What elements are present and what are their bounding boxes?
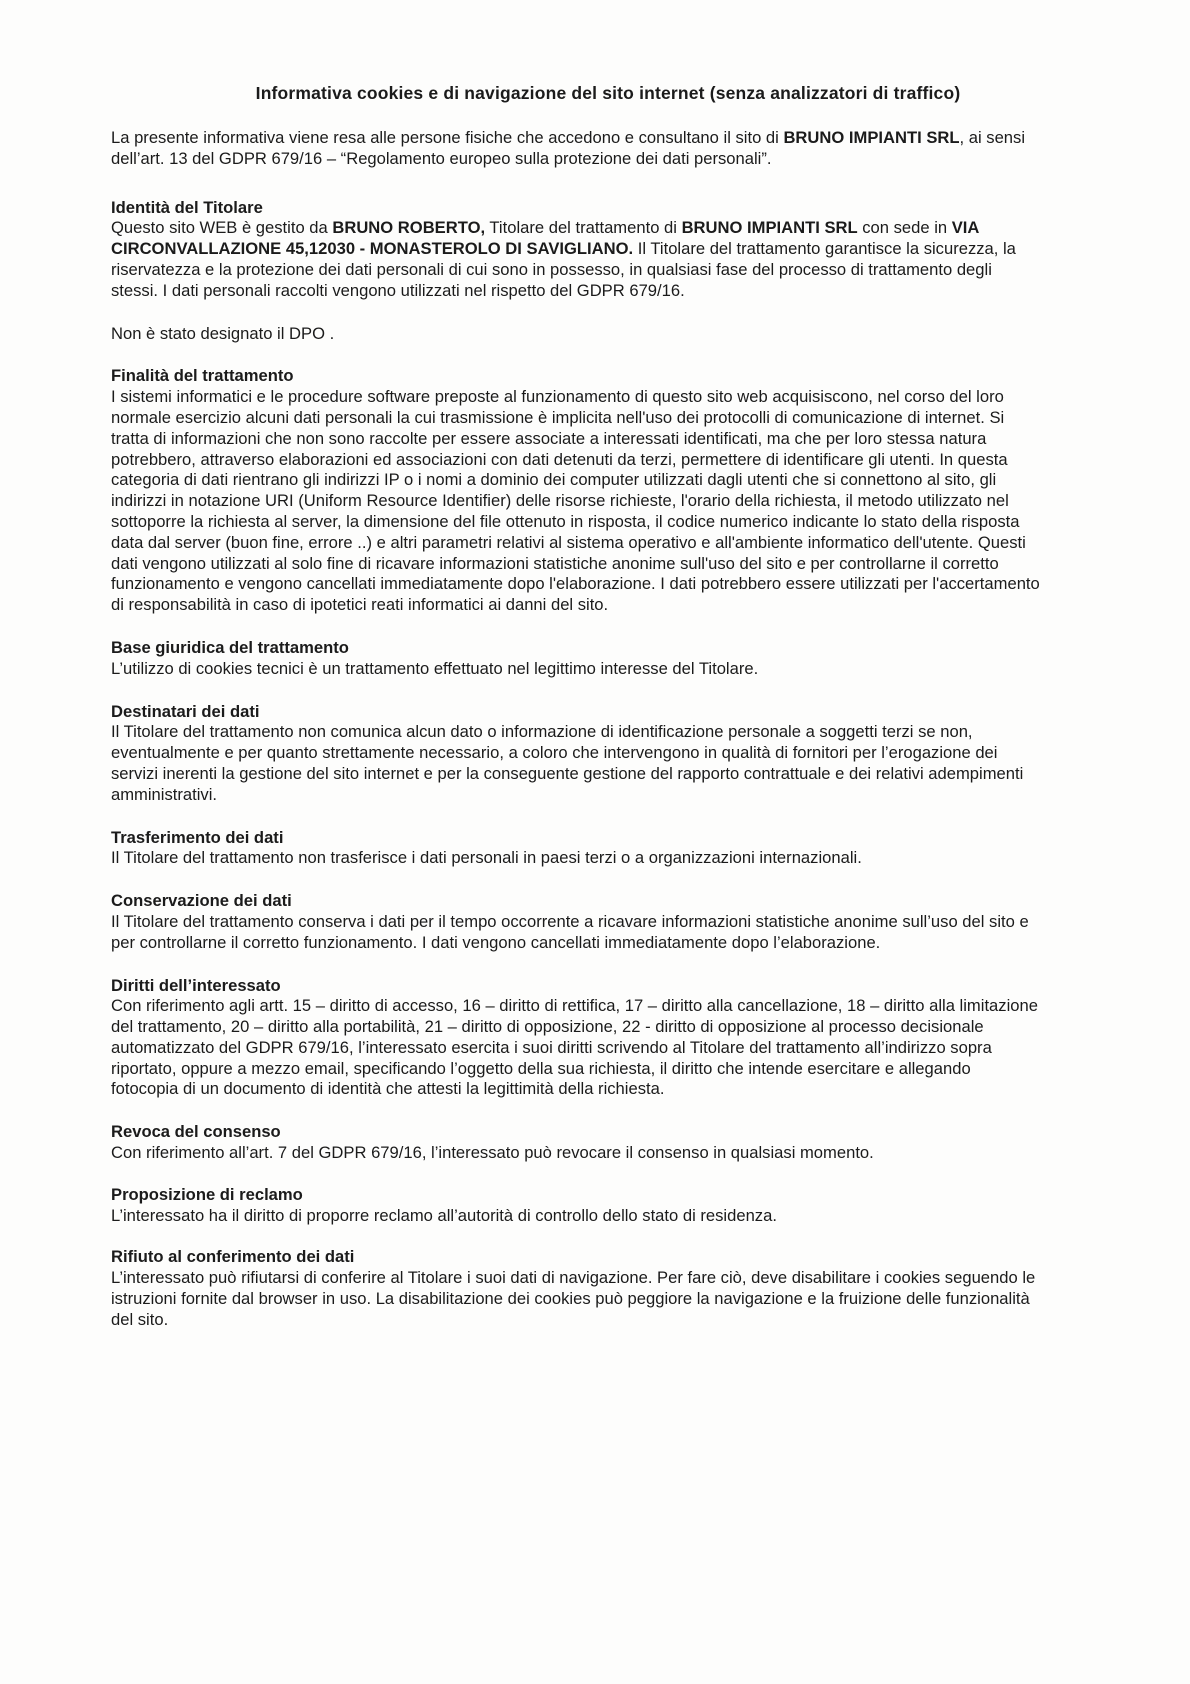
dpo-note: Non è stato designato il DPO . (111, 323, 335, 343)
intro-text-end: , ai sensi dell’art. 13 del GDPR 679/16 – “Regolamento europeo sulla protezione dei dati personali”. (111, 128, 1026, 168)
section-body-reclamo: L’interessato ha il diritto di proporre reclamo all’autorità di controllo dello stato di residenza. (111, 1205, 777, 1225)
section-diritti (111, 976, 1041, 1101)
section-destinatari (111, 702, 1041, 806)
section-trasferimento (111, 828, 1041, 870)
section-title-reclamo: Proposizione di reclamo (111, 1184, 303, 1204)
titolare-address: VIA CIRCONVALLAZIONE 45,12030 - MONASTEROLO DI SAVIGLIANO. (111, 218, 979, 259)
section-title-destinatari: Destinatari dei dati (111, 701, 260, 721)
section-title-titolare: Identità del Titolare (111, 197, 263, 217)
document-title: Informativa cookies e di navigazione del sito internet (senza analizzatori di traffico) (255, 83, 961, 103)
section-body-destinatari: Il Titolare del trattamento non comunica alcun dato o informazione di identificazione personale a soggetti terzi se non, eventualmente e per quanto strettamente necessario, a coloro che intervengono in qualità di fornitori per l’erogazione dei servizi inerenti la gestione del sito internet e per la conseguente gestione del rapporto contrattuale e dei relativi adempimenti amministrativi. (111, 722, 1024, 804)
titolare-owner-name: BRUNO ROBERTO, (332, 218, 486, 238)
section-title-base-giuridica: Base giuridica del trattamento (111, 637, 349, 657)
section-finalita (111, 366, 1041, 616)
section-revoca (111, 1122, 1041, 1164)
titolare-text-1: Questo sito WEB è gestito da (111, 218, 333, 238)
section-body-revoca: Con riferimento all’art. 7 del GDPR 679/16, l’interessato può revocare il consenso in qualsiasi momento. (111, 1143, 874, 1163)
section-titolare (111, 198, 1041, 302)
section-body-rifiuto: L’interessato può rifiutarsi di conferire al Titolare i suoi dati di navigazione. Per fare ciò, deve disabilitare i cookies seguendo le istruzioni fornite dal browser in uso. La disabilitazione dei cookies può peggiore la navigazione e la fruizione delle funzionalità del sito. (111, 1268, 1036, 1329)
intro-paragraph (111, 128, 1041, 170)
titolare-text-2: Titolare del trattamento di (485, 218, 682, 238)
section-rifiuto (111, 1247, 1041, 1330)
section-body-finalita: I sistemi informatici e le procedure software preposte al funzionamento di questo sito web acquisiscono, nel corso del loro normale esercizio alcuni dati personali la cui trasmissione è implicita nell'uso dei protocolli di comunicazione di internet. Si tratta di informazioni che non sono raccolte per essere associate a interessati identificati, ma che per loro stessa natura potrebbero, attraverso elaborazioni ed associazioni con dati detenuti da terzi, permettere di identificare gli utenti. In questa categoria di dati rientrano gli indirizzi IP o i nomi a dominio dei computer utilizzati dagli utenti che si connettono al sito, gli indirizzi in notazione URI (Uniform Resource Identifier) delle risorse richieste, l'orario della richiesta, il metodo utilizzato nel sottoporre la richiesta al server, la dimensione del file ottenuto in risposta, il codice numerico indicante lo stato della risposta data dal server (buon fine, errore ..) e altri parametri relativi al sistema operativo e all'ambiente informatico dell'utente. Questi dati vengono utilizzati al solo fine di ricavare informazioni statistiche anonime sull'uso del sito e per controllarne il corretto funzionamento e vengono cancellati immediatamente dopo l'elaborazione. I dati potrebbero essere utilizzati per l'accertamento di responsabilità in caso di ipotetici reati informatici ai danni del sito. (111, 387, 1040, 615)
titolare-text-4: Il Titolare del trattamento garantisce la sicurezza, la riservatezza e la protezione dei dati personali di cui sono in possesso, in qualsiasi fase del processo di trattamento degli stessi. I dati personali raccolti vengono utilizzati nel rispetto del GDPR 679/16. (111, 239, 1016, 300)
section-title-finalita: Finalità del trattamento (111, 366, 294, 386)
section-conservazione (111, 891, 1041, 953)
intro-text-start: La presente informativa viene resa alle persone fisiche che accedono e consultano il sito di (111, 128, 784, 147)
section-title-rifiuto: Rifiuto al conferimento dei dati (111, 1247, 355, 1267)
section-title-diritti: Diritti dell’interessato (111, 975, 281, 995)
section-reclamo (111, 1185, 1041, 1227)
section-body-base-giuridica: L’utilizzo di cookies tecnici è un trattamento effettuato nel legittimo interesse del Titolare. (111, 658, 759, 678)
section-body-conservazione: Il Titolare del trattamento conserva i dati per il tempo occorrente a ricavare informazioni statistiche anonime sull’uso del sito e per controllarne il corretto funzionamento. I dati vengono cancellati immediatamente dopo l’elaborazione. (111, 911, 1029, 952)
titolare-text-3: con sede in (857, 218, 952, 238)
section-title-revoca: Revoca del consenso (111, 1122, 281, 1142)
intro-company-name: BRUNO IMPIANTI SRL (783, 128, 960, 147)
titolare-company-name: BRUNO IMPIANTI SRL (681, 218, 858, 238)
section-title-trasferimento: Trasferimento dei dati (111, 827, 284, 847)
section-body-trasferimento: Il Titolare del trattamento non trasferisce i dati personali in paesi terzi o a organizzazioni internazionali. (111, 848, 862, 868)
document-content (111, 82, 1041, 1331)
section-title-conservazione: Conservazione dei dati (111, 891, 292, 911)
section-base-giuridica (111, 638, 1041, 680)
section-body-diritti: Con riferimento agli artt. 15 – diritto di accesso, 16 – diritto di rettifica, 17 – diritto alla cancellazione, 18 – diritto alla limitazione del trattamento, 20 – diritto alla portabilità, 21 – diritto di opposizione, 22 - diritto di opposizione al processo decisionale automatizzato del GDPR 679/16, l’interessato esercita i suoi diritti scrivendo al Titolare del trattamento all’indirizzo sopra riportato, oppure a mezzo email, specificando l’oggetto della sua richiesta, il diritto che intende esercitare e allegando fotocopia di un documento di identità che attesti la legittimità della richiesta. (111, 996, 1038, 1099)
section-body-titolare (111, 218, 1041, 301)
